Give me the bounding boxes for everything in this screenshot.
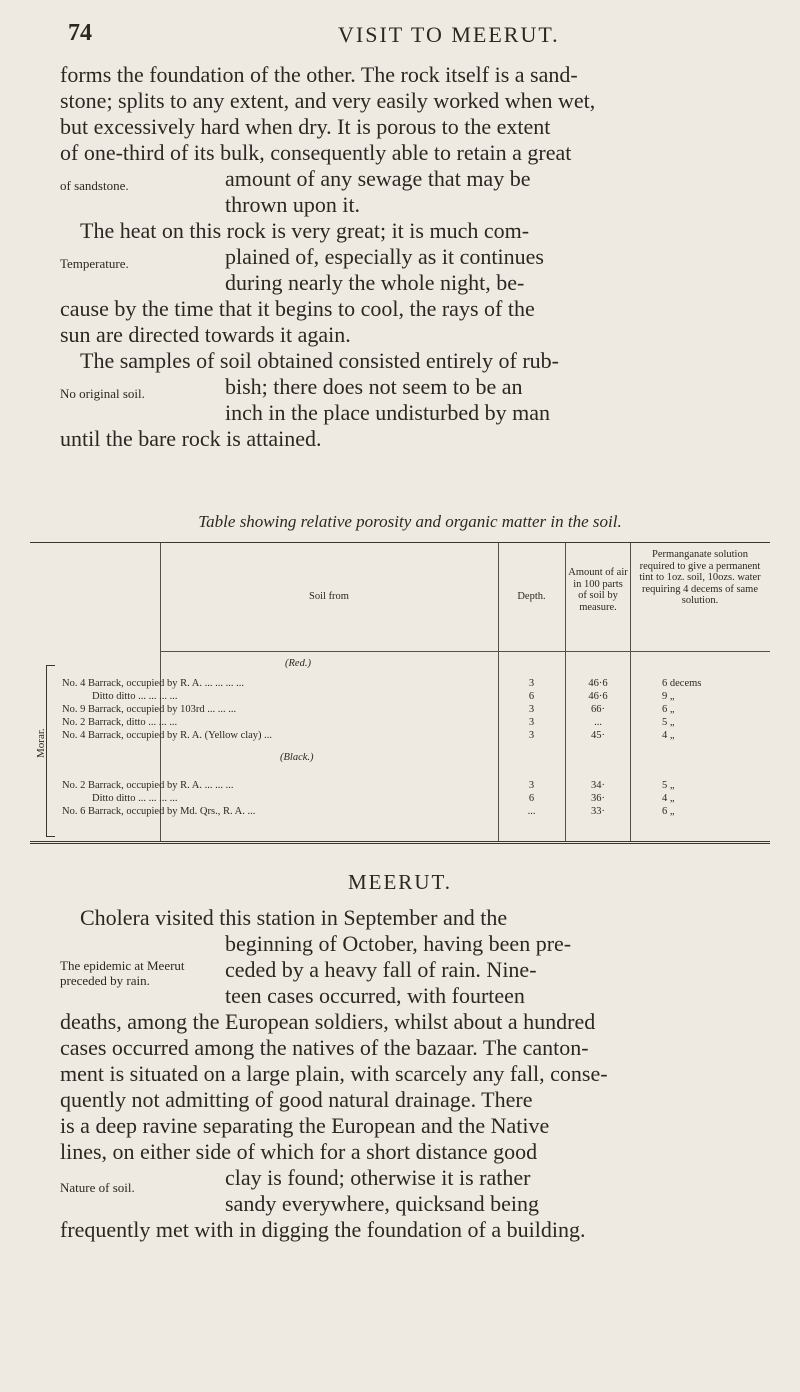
row-depth: 3 — [528, 704, 535, 715]
section-title: MEERUT. — [347, 870, 453, 894]
morar-label: Morar. — [35, 728, 47, 758]
row-air: 46·6 — [588, 678, 608, 689]
margin-note: Temperature. — [60, 256, 129, 271]
text-line: ment is situated on a large plain, with scarcely any fall, conse- — [60, 1061, 608, 1086]
margin-note: No original soil. — [60, 386, 145, 401]
text-line: amount of any sewage that may be — [225, 166, 531, 191]
row-perm: 6 decems — [662, 678, 702, 689]
section-red: (Red.) — [285, 658, 311, 669]
text-line: clay is found; otherwise it is rather — [225, 1165, 531, 1190]
row-soil: No. 4 Barrack, occupied by R. A. ... ... ... ... — [62, 678, 244, 689]
row-soil: No. 2 Barrack, ditto ... ... ... — [62, 717, 178, 728]
text-line: ceded by a heavy fall of rain. Nine- — [225, 957, 537, 982]
row-perm: 4 „ — [662, 793, 675, 804]
row-soil: Ditto ditto ... ... ... ... — [92, 793, 178, 804]
text-line: lines, on either side of which for a short distance good — [60, 1139, 538, 1164]
row-air: 34· — [591, 780, 605, 791]
row-soil: No. 4 Barrack, occupied by R. A. (Yellow clay) ... — [62, 730, 273, 741]
text-line: Cholera visited this station in September and the — [80, 905, 508, 930]
text-line: is a deep ravine separating the European and the Native — [60, 1113, 550, 1138]
column-rule — [630, 543, 631, 841]
text-line: but excessively hard when dry. It is porous to the extent — [60, 114, 551, 139]
row-depth: 3 — [528, 717, 535, 728]
row-perm: 4 „ — [662, 730, 675, 741]
row-air: 36· — [591, 793, 605, 804]
row-depth: 6 — [528, 691, 535, 702]
text-line: sandy everywhere, quicksand being — [225, 1191, 540, 1216]
text-line: cause by the time that it begins to cool, the rays of the — [60, 296, 535, 321]
row-depth: 6 — [528, 793, 535, 804]
text-line: cases occurred among the natives of the bazaar. The canton- — [60, 1035, 589, 1060]
row-air: ... — [594, 717, 602, 728]
text-line: teen cases occurred, with fourteen — [225, 983, 525, 1008]
header-air: Amount of air in 100 parts of soil by measure. — [568, 567, 628, 613]
row-perm: 9 „ — [662, 691, 675, 702]
row-air: 45· — [591, 730, 605, 741]
header-depth: Depth. — [517, 591, 546, 602]
section-black: (Black.) — [280, 752, 314, 763]
table-caption: Table showing relative porosity and organic matter in the soil. — [198, 512, 622, 531]
margin-note: of sandstone. — [60, 178, 129, 193]
page-header — [68, 20, 770, 50]
header-rule — [160, 651, 770, 652]
text-line: The heat on this rock is very great; it is much com- — [80, 218, 530, 243]
row-soil: Ditto ditto ... ... ... ... — [92, 691, 178, 702]
row-soil: No. 6 Barrack, occupied by Md. Qrs., R. A. ... — [62, 806, 256, 817]
margin-note: Nature of soil. — [60, 1180, 135, 1195]
page-number: 74 — [68, 20, 92, 46]
row-air: 66· — [591, 704, 605, 715]
porosity-table — [30, 542, 770, 844]
row-soil: No. 9 Barrack, occupied by 103rd ... ... ... — [62, 704, 237, 715]
text-line: beginning of October, having been pre- — [225, 931, 572, 956]
row-perm: 6 „ — [662, 704, 675, 715]
column-rule — [498, 543, 499, 841]
row-air: 46·6 — [588, 691, 608, 702]
text-line: deaths, among the European soldiers, whilst about a hundred — [60, 1009, 596, 1034]
row-perm: 5 „ — [662, 717, 675, 728]
text-line: forms the foundation of the other. The rock itself is a sand- — [60, 62, 578, 87]
row-air: 33· — [591, 806, 605, 817]
row-depth: ... — [527, 806, 536, 817]
text-line: of one-third of its bulk, consequently able to retain a great — [60, 140, 572, 165]
text-line: bish; there does not seem to be an — [225, 374, 523, 399]
text-line: The samples of soil obtained consisted entirely of rub- — [80, 348, 559, 373]
column-rule — [565, 543, 566, 841]
text-line: plained of, especially as it continues — [225, 244, 544, 269]
row-depth: 3 — [528, 678, 535, 689]
row-depth: 3 — [528, 780, 535, 791]
text-line: sun are directed towards it again. — [60, 322, 351, 347]
text-line: thrown upon it. — [225, 192, 361, 217]
text-line: during nearly the whole night, be- — [225, 270, 525, 295]
margin-note: The epidemic at Meerut preceded by rain. — [60, 958, 185, 988]
morar-brace — [46, 665, 55, 837]
header-soil: Soil from — [309, 591, 349, 602]
text-line: quently not admitting of good natural drainage. There — [60, 1087, 533, 1112]
row-depth: 3 — [528, 730, 535, 741]
row-perm: 5 „ — [662, 780, 675, 791]
text-line: stone; splits to any extent, and very easily worked when wet, — [60, 88, 596, 113]
header-permanganate: Permanganate solution required to give a permanent tint to 1oz. soil, 10ozs. water requiring 4 decems of same solution. — [639, 549, 761, 606]
text-line: inch in the place undisturbed by man — [225, 400, 551, 425]
text-line: frequently met with in digging the foundation of a building. — [60, 1217, 586, 1242]
running-title: VISIT TO MEERUT. — [338, 22, 560, 47]
row-soil: No. 2 Barrack, occupied by R. A. ... ... ... — [62, 780, 234, 791]
row-perm: 6 „ — [662, 806, 675, 817]
text-line: until the bare rock is attained. — [60, 426, 322, 451]
